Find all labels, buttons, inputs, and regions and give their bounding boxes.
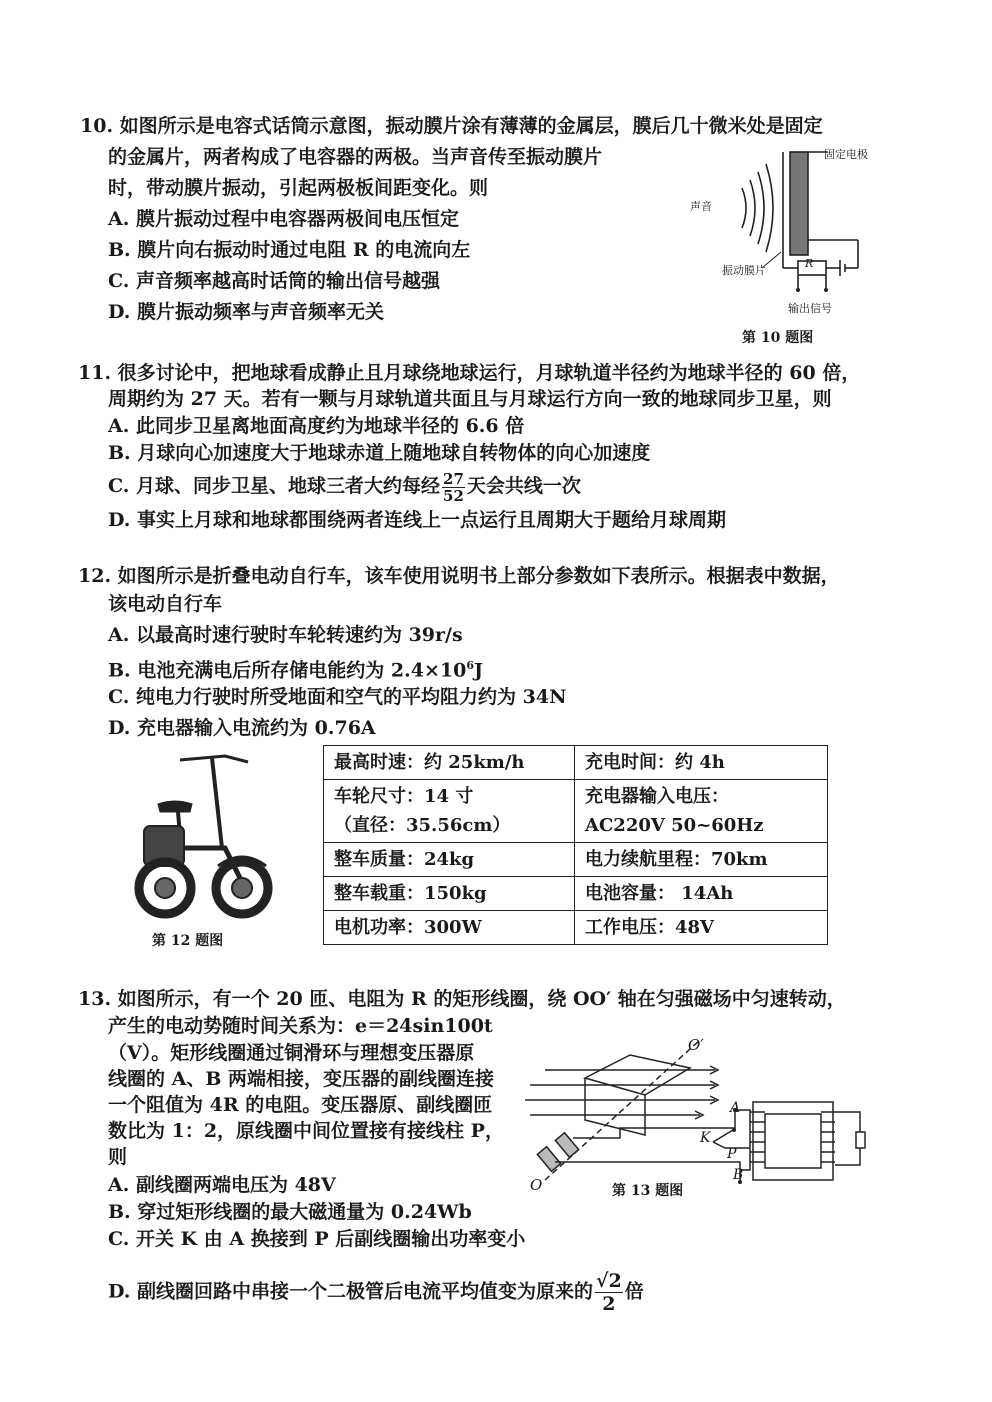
q13-label-b: B (733, 1167, 744, 1183)
q10-stem-line1: 10. 如图所示是电容式话筒示意图，振动膜片涂有薄薄的金属层，膜后几十微米处是固定 (80, 115, 823, 137)
q13-stem-line1: 13. 如图所示，有一个 20 匝、电阻为 R 的矩形线圈，绕 OO′ 轴在匀强磁场中匀速转动， (78, 988, 846, 1010)
q10-label-fixed-electrode: 固定电极 (824, 148, 868, 161)
q12-spec-table (323, 745, 828, 945)
spec-wheel-size-line1: 车轮尺寸：14 寸 (334, 786, 474, 807)
table-row (324, 877, 828, 911)
q11-option-c-prefix: C. 月球、同步卫星、地球三者大约每经 (108, 475, 441, 497)
q12-figure-caption: 第 12 题图 (152, 933, 224, 949)
q11-option-a: A. 此同步卫星离地面高度约为地球半径的 6.6 倍 (108, 415, 525, 437)
q12-option-b-exponent: 6 (466, 659, 474, 672)
q12-bicycle-image (130, 748, 280, 928)
q13-label-k: K (700, 1130, 711, 1146)
q10-option-d: D. 膜片振动频率与声音频率无关 (108, 301, 385, 323)
spec-working-voltage: 工作电压：48V (575, 911, 828, 945)
q11-stem-line1: 11. 很多讨论中，把地球看成静止且月球绕地球运行，月球轨道半径约为地球半径的 60 倍， (78, 362, 861, 384)
q10-label-sound: 声音 (690, 200, 712, 213)
q13-stem-line4: 线圈的 A、B 两端相接，变压器的副线圈连接 (108, 1068, 495, 1090)
spec-charge-time: 充电时间：约 4h (575, 746, 828, 780)
table-row (324, 780, 828, 843)
spec-max-speed: 最高时速：约 25km/h (324, 746, 575, 780)
q10-figure-caption: 第 10 题图 (742, 330, 814, 346)
q13-option-c: C. 开关 K 由 A 换接到 P 后副线圈输出功率变小 (108, 1228, 526, 1250)
q10-label-resistor: R (805, 257, 814, 270)
spec-range: 电力续航里程：70km (575, 843, 828, 877)
q12-option-b-prefix: B. 电池充满电后所存储电能约为 2.4×10 (108, 659, 467, 682)
q11-option-c-fraction (442, 471, 465, 504)
q13-fraction-denominator: 2 (602, 1293, 616, 1315)
q10-stem-line2: 的金属片，两者构成了电容器的两极。当声音传至振动膜片 (108, 146, 603, 168)
q13-stem-line3: （V）。矩形线圈通过铜滑环与理想变压器原 (108, 1042, 475, 1064)
spec-charger-voltage (575, 780, 828, 843)
q13-option-b: B. 穿过矩形线圈的最大磁通量为 0.24Wb (108, 1201, 472, 1223)
q12-option-d: D. 充电器输入电流约为 0.76A (108, 717, 376, 739)
q11-option-b: B. 月球向心加速度大于地球赤道上随地球自转物体的向心加速度 (108, 442, 651, 464)
q13-stem-line2: 产生的电动势随时间关系为：e＝24sin100t (108, 1015, 493, 1037)
q13-option-d-suffix: 倍 (624, 1280, 644, 1303)
spec-motor-power: 电机功率：300W (324, 911, 575, 945)
q13-option-d-prefix: D. 副线圈回路中串接一个二极管后电流平均值变为原来的 (108, 1280, 594, 1303)
q11-option-d: D. 事实上月球和地球都围绕两者连线上一点运行且周期大于题给月球周期 (108, 509, 727, 531)
table-row (324, 911, 828, 945)
q12-option-b (108, 654, 483, 682)
q10-label-membrane: 振动膜片 (722, 264, 766, 277)
spec-mass: 整车质量：24kg (324, 843, 575, 877)
q10-option-b: B. 膜片向右振动时通过电阻 R 的电流向左 (108, 239, 471, 261)
q10-microphone-figure (680, 140, 880, 330)
q13-stem-line5: 一个阻值为 4R 的电阻。变压器原、副线圈匝 (108, 1094, 493, 1116)
q13-option-d-fraction (595, 1270, 623, 1315)
spec-load: 整车载重：150kg (324, 877, 575, 911)
spec-battery-capacity: 电池容量： 14Ah (575, 877, 828, 911)
q12-option-c: C. 纯电力行驶时所受地面和空气的平均阻力约为 34N (108, 686, 567, 708)
table-row (324, 746, 828, 780)
q13-fraction-numerator: √2 (596, 1270, 622, 1292)
q11-fraction-denominator: 52 (443, 486, 464, 505)
q11-option-c-suffix: 天会共线一次 (466, 475, 581, 497)
q11-stem-line2: 周期约为 27 天。若有一颗与月球轨道共面且与月球运行方向一致的地球同步卫星，则 (108, 388, 832, 410)
q13-label-o: O (530, 1176, 543, 1194)
q13-figure-caption: 第 13 题图 (612, 1183, 684, 1199)
q11-option-c (108, 468, 581, 504)
spec-charger-voltage-line1: 充电器输入电压： (585, 786, 729, 807)
table-row (324, 843, 828, 877)
spec-wheel-size (324, 780, 575, 843)
q13-label-a: A (730, 1100, 741, 1116)
q10-option-c: C. 声音频率越高时话筒的输出信号越强 (108, 270, 441, 292)
q10-option-a: A. 膜片振动过程中电容器两极间电压恒定 (108, 208, 459, 230)
q10-label-output: 输出信号 (788, 302, 832, 315)
q11-fraction-numerator: 27 (443, 469, 464, 488)
q13-option-a: A. 副线圈两端电压为 48V (108, 1174, 336, 1196)
q13-stem-line7: 则 (108, 1146, 128, 1168)
q12-option-b-unit: J (473, 659, 483, 682)
q12-stem-line1: 12. 如图所示是折叠电动自行车，该车使用说明书上部分参数如下表所示。根据表中数据， (78, 565, 840, 587)
q10-stem-line3: 时，带动膜片振动，引起两极板间距变化。则 (108, 177, 489, 199)
spec-wheel-size-line2: （直径：35.56cm） (334, 815, 511, 836)
q12-option-a: A. 以最高时速行驶时车轮转速约为 39r/s (108, 624, 463, 646)
q13-label-p: P (727, 1146, 737, 1162)
q12-stem-line2: 该电动自行车 (108, 593, 223, 615)
q13-stem-line6: 数比为 1：2，原线圈中间位置接有接线柱 P， (108, 1120, 504, 1142)
q13-label-o-prime: O′ (688, 1036, 704, 1054)
q13-generator-transformer-figure (515, 1030, 885, 1195)
spec-charger-voltage-line2: AC220V 50~60Hz (585, 815, 764, 836)
q13-option-d (108, 1270, 644, 1315)
